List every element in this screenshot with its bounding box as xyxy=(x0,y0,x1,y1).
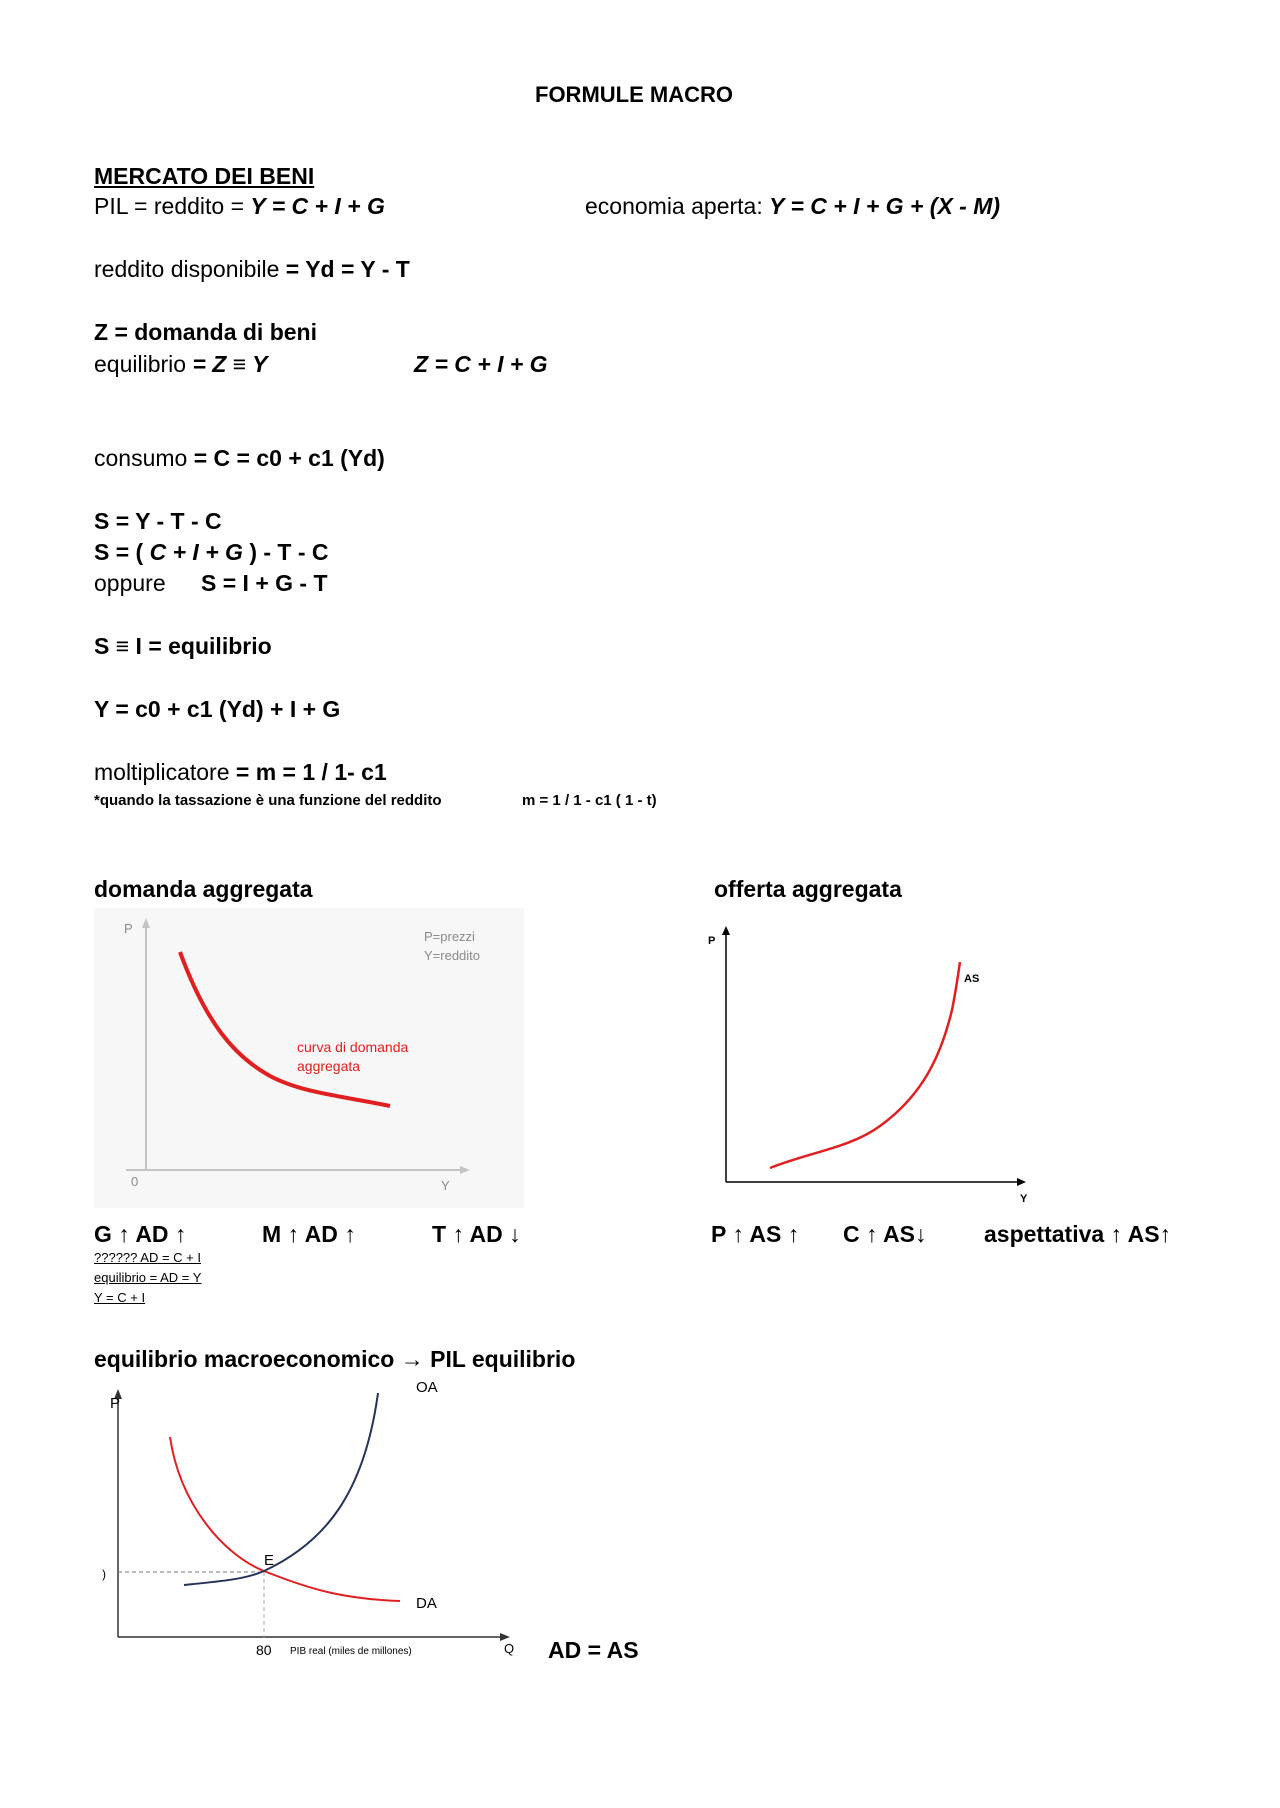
open-economy-label: economia aperta: xyxy=(585,193,770,219)
tax-note-formula: m = 1 / 1 - c1 ( 1 - t) xyxy=(522,792,657,809)
equilibrium-line xyxy=(94,350,267,378)
pil-line xyxy=(94,192,385,220)
ad-y-axis-label: P xyxy=(124,921,133,936)
savings-equilibrium: S ≡ I = equilibrio xyxy=(94,633,272,659)
as-effect-p: P ↑ AS ↑ xyxy=(711,1221,800,1247)
z-formula: Z = C + I + G xyxy=(414,351,548,377)
equilibrium-result: AD = AS xyxy=(548,1637,639,1663)
z-definition: Z = domanda di beni xyxy=(94,319,317,345)
open-economy-line xyxy=(585,192,1000,220)
tax-note: *quando la tassazione è una funzione del reddito xyxy=(94,792,442,809)
eq-x-description: PIB real (miles de millones) xyxy=(290,1646,412,1657)
macro-heading: equilibrio macroeconomico → PIL equilibrio xyxy=(94,1346,576,1372)
as-chart xyxy=(700,920,1040,1210)
eq-y-tick: ) xyxy=(102,1567,106,1581)
yd-formula: = Yd = Y - T xyxy=(285,256,410,282)
savings-formula-3: S = I + G - T xyxy=(201,570,328,596)
multiplier-formula: = m = 1 / 1- c1 xyxy=(235,759,387,785)
section-heading-mercato: MERCATO DEI BENI xyxy=(94,163,315,189)
as-effect-expectations: aspettativa ↑ AS↑ xyxy=(984,1221,1172,1247)
ad-chart xyxy=(94,908,524,1208)
supply-curve xyxy=(184,1393,378,1585)
pil-formula: Y = C + I + G xyxy=(250,193,385,219)
multiplier-label: moltiplicatore xyxy=(94,759,236,785)
ad-note-2: equilibrio = AD = Y xyxy=(94,1270,202,1285)
eq-x-axis-label: Q xyxy=(504,1641,515,1656)
ad-heading: domanda aggregata xyxy=(94,876,313,902)
pil-label: PIL = reddito = xyxy=(94,193,251,219)
oppure-label: oppure xyxy=(94,570,166,596)
ad-note-3: Y = C + I xyxy=(94,1290,146,1305)
equilibrium-formula: = Z ≡ Y xyxy=(192,351,268,377)
eq-y-axis-label: P xyxy=(110,1395,121,1412)
ad-effect-t: T ↑ AD ↓ xyxy=(432,1221,521,1247)
as-curve xyxy=(770,962,960,1168)
as-heading: offerta aggregata xyxy=(714,876,902,902)
eq-x-value: 80 xyxy=(256,1642,272,1658)
ad-legend-income: Y=reddito xyxy=(424,948,481,963)
open-economy-formula: Y = C + I + G + (X - M) xyxy=(769,193,1001,219)
consumption-formula: = C = c0 + c1 (Yd) xyxy=(193,445,385,471)
yd-line xyxy=(94,255,410,283)
as-effect-c: C ↑ AS↓ xyxy=(843,1221,927,1247)
savings-formula-2: S = ( C + I + G ) - T - C xyxy=(94,539,329,565)
savings-formula-1: S = Y - T - C xyxy=(94,508,222,534)
ad-note-1: ?????? AD = C + I xyxy=(94,1250,201,1265)
eq-demand-label: DA xyxy=(416,1595,437,1612)
consumption-line xyxy=(94,444,385,472)
page-title: FORMULE MACRO xyxy=(535,82,733,107)
multiplier-line xyxy=(94,758,387,786)
ad-curve-label-1: curva di domanda xyxy=(297,1039,409,1055)
as-y-axis-label: P xyxy=(708,935,716,947)
ad-effect-g: G ↑ AD ↑ xyxy=(94,1221,187,1247)
consumption-label: consumo xyxy=(94,445,194,471)
as-x-axis-label: Y xyxy=(1020,1193,1028,1205)
income-formula: Y = c0 + c1 (Yd) + I + G xyxy=(94,696,341,722)
ad-x-axis-label: Y xyxy=(441,1178,450,1193)
eq-supply-label: OA xyxy=(416,1379,438,1396)
yd-label: reddito disponibile xyxy=(94,256,286,282)
equilibrium-label: equilibrio xyxy=(94,351,193,377)
equilibrium-chart xyxy=(94,1375,534,1665)
demand-curve xyxy=(170,1437,400,1601)
savings-line-3 xyxy=(94,569,328,597)
ad-effect-m: M ↑ AD ↑ xyxy=(262,1221,356,1247)
eq-point-label: E xyxy=(264,1552,275,1569)
ad-curve-label-2: aggregata xyxy=(297,1058,361,1074)
ad-legend-prices: P=prezzi xyxy=(424,929,475,944)
ad-origin-label: 0 xyxy=(131,1174,139,1189)
as-curve-label: AS xyxy=(964,973,980,985)
